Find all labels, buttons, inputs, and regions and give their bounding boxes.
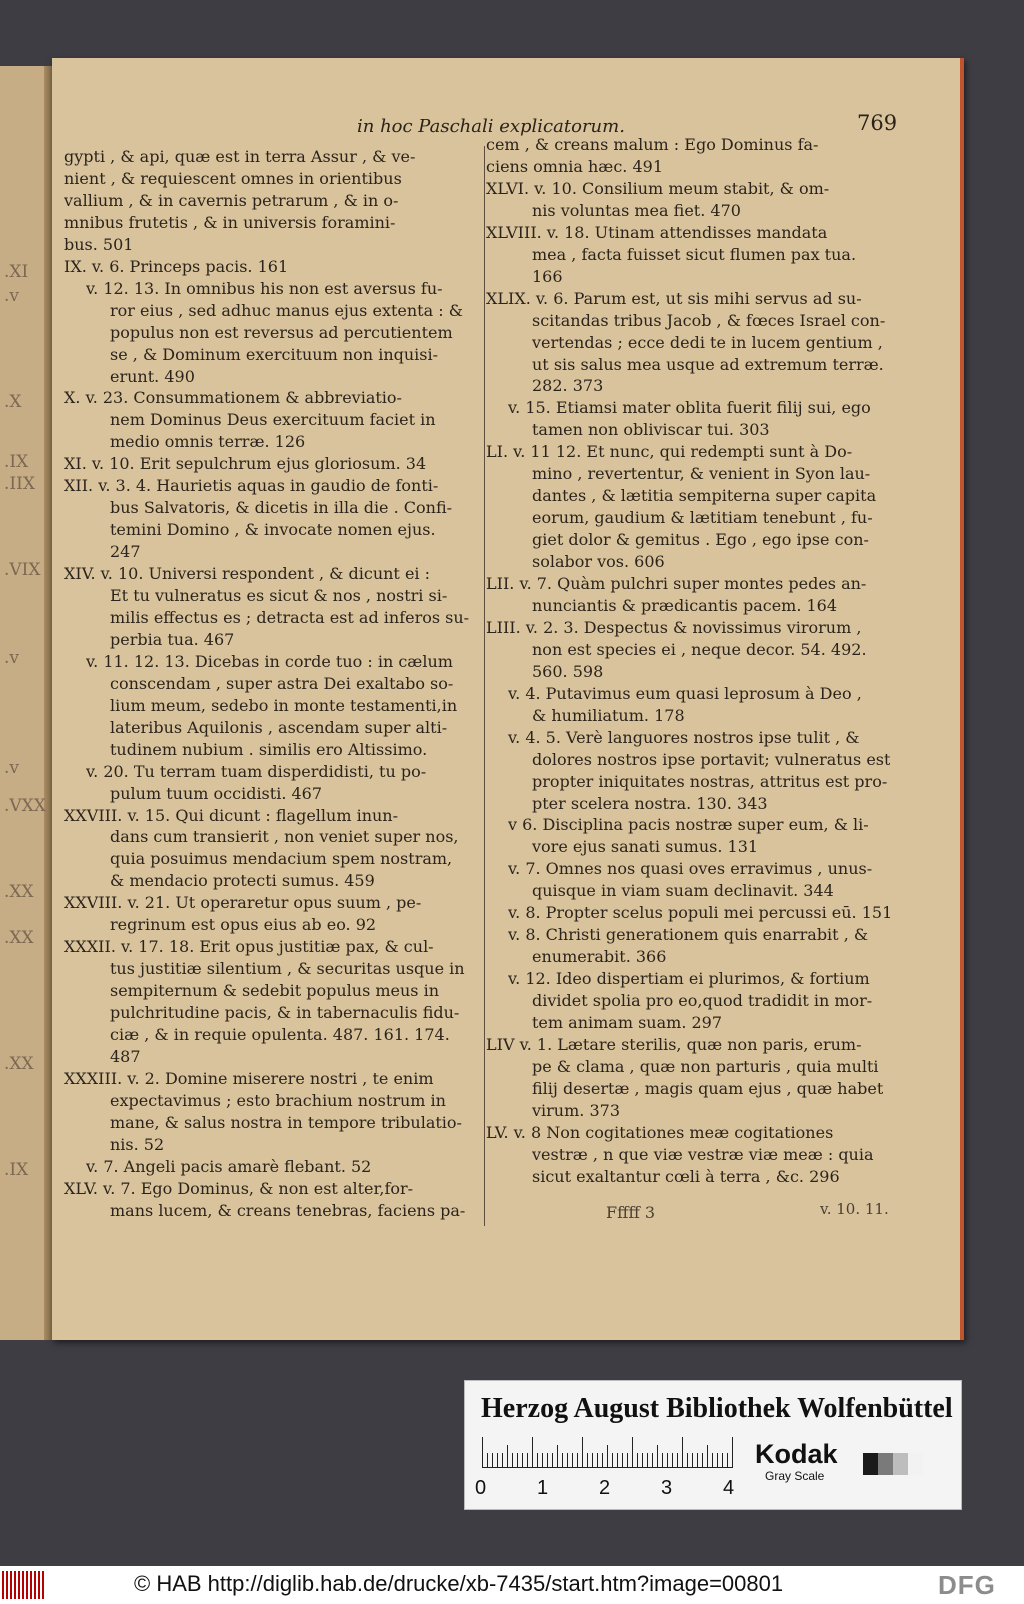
ruler-tick: [547, 1453, 548, 1467]
ruler-tick: [492, 1453, 493, 1467]
text-line: mane, & salus nostra in tempore tribulatio-: [110, 1112, 462, 1132]
text-line: tudinem nubium . similis ero Altissimo.: [110, 739, 428, 759]
ruler-tick: [677, 1453, 678, 1467]
text-line: XII. v. 3. 4. Haurietis aquas in gaudio de fonti-: [64, 476, 439, 496]
text-line: LIII. v. 2. 3. Despectus & novissimus virorum ,: [486, 617, 862, 637]
ruler-tick: [552, 1453, 553, 1467]
text-line: v. 12. 13. In omnibus his non est aversus fu-: [86, 278, 443, 298]
ruler-tick: [607, 1445, 608, 1467]
ruler-tick: [557, 1445, 558, 1467]
margin-mark: .XI: [4, 262, 29, 282]
margin-mark: .X: [4, 392, 22, 412]
text-line: 487: [110, 1046, 141, 1066]
text-line: XIV. v. 10. Universi respondent , & dicunt ei :: [64, 564, 431, 584]
dfg-logo: DFG: [938, 1570, 996, 1600]
text-line: ciens omnia hæc. 491: [486, 156, 664, 176]
text-line: milis effectus es ; detracta est ad inferos su-: [110, 607, 470, 627]
text-line: v. 20. Tu terram tuam disperdidisti, tu po-: [86, 761, 427, 781]
text-line: ciæ , & in requie opulenta. 487. 161. 174.: [110, 1025, 450, 1044]
signature-mark: Fffff 3: [606, 1203, 656, 1222]
text-line: XXVIII. v. 15. Qui dicunt : flagellum inun-: [64, 805, 399, 825]
text-line: dantes , & lætitia sempiterna super capita: [532, 486, 877, 506]
text-line: virum. 373: [532, 1100, 620, 1120]
margin-mark: .IX: [4, 1160, 29, 1180]
ruler-tick: [587, 1453, 588, 1467]
text-line: v. 15. Etiamsi mater oblita fuerit filij sui, ego: [508, 398, 871, 418]
margin-mark: .v: [4, 286, 20, 306]
text-line: LII. v. 7. Quàm pulchri super montes pedes an-: [486, 574, 867, 593]
text-line: v. 4. Putavimus eum quasi leprosum à Deo ,: [508, 683, 862, 703]
text-line: cem , & creans malum : Ego Dominus fa-: [486, 135, 819, 154]
hab-logo-icon: [2, 1571, 46, 1599]
ruler-tick: [612, 1453, 613, 1467]
ruler-tick: [622, 1453, 623, 1467]
ruler-tick: [602, 1453, 603, 1467]
text-line: temini Domino , & invocate nomen ejus.: [110, 520, 436, 540]
kodak-logo: Kodak: [755, 1439, 838, 1469]
ruler-tick: [712, 1453, 713, 1467]
text-line: quisque in viam suam declinavit. 344: [532, 881, 834, 901]
text-line: XI. v. 10. Erit sepulchrum ejus gloriosum. 34: [64, 454, 427, 474]
ruler-tick: [652, 1453, 653, 1467]
footer-bar: [0, 1566, 1024, 1604]
text-line: v. 4. 5. Verè languores nostros ipse tulit , &: [508, 727, 860, 747]
ruler-tick: [537, 1453, 538, 1467]
text-line: & humiliatum. 178: [532, 705, 685, 725]
text-line: enumerabit. 366: [532, 947, 667, 967]
text-line: vallium , & in cavernis petrarum , & in o-: [64, 190, 399, 210]
text-line: vore ejus sanati sumus. 131: [532, 837, 759, 857]
ruler-tick: [682, 1437, 683, 1467]
text-line: X. v. 23. Consummationem & abbreviatio-: [64, 388, 402, 408]
text-line: 282. 373: [532, 376, 604, 396]
text-line: quia posuimus mendacium spem nostram,: [110, 849, 453, 869]
ruler-tick: [502, 1453, 503, 1467]
ruler-tick: [577, 1453, 578, 1467]
margin-mark: .v: [4, 758, 20, 778]
ruler-tick: [517, 1453, 518, 1467]
margin-mark: .XX: [4, 928, 34, 948]
text-line: v. 7. Omnes nos quasi oves erravimus , unus-: [508, 859, 873, 879]
ruler-tick: [667, 1453, 668, 1467]
ruler-tick: [642, 1453, 643, 1467]
ruler-number: 3: [661, 1477, 673, 1499]
gray-swatch: [908, 1453, 923, 1475]
text-line: pulum tuum occidisti. 467: [110, 783, 323, 803]
margin-mark: .VIX: [4, 560, 41, 580]
ruler-tick: [702, 1453, 703, 1467]
ruler-tick: [567, 1453, 568, 1467]
text-line: bus. 501: [64, 234, 134, 254]
ruler-number: 1: [537, 1477, 549, 1499]
ruler-tick: [672, 1453, 673, 1467]
text-line: conscendam , super astra Dei exaltabo so-: [110, 673, 454, 693]
text-line: lium meum, sedebo in monte testamenti,in: [110, 695, 458, 715]
text-line: v. 12. Ideo dispertiam ei plurimos, & fortium: [508, 969, 870, 989]
text-line: dans cum transierit , non veniet super nos,: [110, 827, 459, 847]
ruler-tick: [507, 1445, 508, 1467]
ruler-tick: [482, 1437, 483, 1467]
gray-swatch: [893, 1453, 908, 1475]
margin-mark: .IIX: [4, 474, 35, 494]
text-line: ut sis salus mea usque ad extremum terræ.: [532, 354, 884, 374]
text-line: sicut exaltantur cœli à terra , &c. 296: [532, 1166, 840, 1186]
text-line: lateribus Aquilonis , ascendam super alti-: [110, 717, 448, 737]
text-line: gypti , & api, quæ est in terra Assur , & ve-: [64, 147, 416, 166]
text-line: LI. v. 11 12. Et nunc, qui redempti sunt à Do-: [486, 442, 853, 462]
text-line: XLVI. v. 10. Consilium meum stabit, & om-: [486, 178, 830, 198]
text-line: medio omnis terræ. 126: [110, 432, 306, 452]
ruler-tick: [592, 1453, 593, 1467]
ruler-tick: [542, 1453, 543, 1467]
gray-swatch: [878, 1453, 893, 1475]
ruler-tick: [662, 1453, 663, 1467]
text-line: mnibus frutetis , & in universis foramini-: [64, 212, 396, 232]
column-divider: [484, 146, 485, 1226]
text-line: XLIX. v. 6. Parum est, ut sis mihi servus ad su-: [486, 288, 862, 308]
ruler-tick: [487, 1453, 488, 1467]
text-line: v. 8. Christi generationem quis enarrabit , &: [508, 925, 869, 945]
text-line: XLV. v. 7. Ego Dominus, & non est alter,for-: [64, 1178, 414, 1198]
text-line: dividet spolia pro eo,quod tradidit in mor-: [532, 991, 873, 1011]
text-line: XLVIII. v. 18. Utinam attendisses mandata: [486, 222, 828, 242]
ruler-scale: [482, 1437, 733, 1468]
text-line: 560. 598: [532, 661, 604, 681]
text-line: expectavimus ; esto brachium nostrum in: [110, 1090, 446, 1110]
text-line: Et tu vulneratus es sicut & nos , nostri si-: [110, 586, 448, 605]
text-line: solabor vos. 606: [532, 552, 665, 572]
text-line: v. 11. 12. 13. Dicebas in corde tuo : in cælum: [86, 651, 453, 671]
gray-swatches: [863, 1453, 923, 1475]
ruler-tick: [582, 1437, 583, 1467]
margin-mark: .v: [4, 648, 20, 668]
ruler-tick: [627, 1453, 628, 1467]
text-line: eorum, gaudium & lætitiam tenebunt , fu-: [532, 508, 873, 528]
ruler-tick: [687, 1453, 688, 1467]
text-line: vertendas ; ecce dedi te in lucem gentium ,: [532, 332, 883, 352]
text-line: XXXIII. v. 2. Domine miserere nostri , te enim: [64, 1068, 434, 1088]
text-line: bus Salvatoris, & dicetis in illa die . Confi-: [110, 498, 453, 518]
text-line: filij desertæ , magis quam ejus , quæ habet: [532, 1078, 884, 1098]
ruler-tick: [707, 1445, 708, 1467]
text-line: se , & Dominum exercituum non inquisi-: [110, 344, 439, 364]
text-line: erunt. 490: [110, 366, 195, 386]
ruler-number: 0: [475, 1477, 487, 1499]
margin-mark: .XX: [4, 882, 34, 902]
text-line: v 6. Disciplina pacis nostræ super eum, & li-: [508, 815, 869, 835]
institution-name: Herzog August Bibliothek Wolfenbüttel: [481, 1393, 953, 1424]
text-line: nem Dominus Deus exercituum faciet in: [110, 410, 436, 430]
text-line: XXVIII. v. 21. Ut operaretur opus suum , pe-: [64, 893, 422, 913]
ruler-tick: [657, 1445, 658, 1467]
text-line: mea , facta fuisset sicut flumen pax tua.: [532, 244, 857, 264]
text-line: scitandas tribus Jacob , & fœces Israel con-: [532, 310, 886, 330]
text-line: & mendacio protecti sumus. 459: [110, 871, 375, 891]
text-line: giet dolor & gemitus . Ego , ego ipse con-: [532, 530, 869, 550]
text-line: perbia tua. 467: [110, 629, 235, 649]
ruler-tick: [597, 1453, 598, 1467]
text-line: nunciantis & prædicantis pacem. 164: [532, 595, 838, 615]
text-line: sempiternum & sedebit populus meus in: [110, 981, 440, 1001]
margin-mark: .XX: [4, 1054, 34, 1074]
text-line: 247: [110, 542, 141, 562]
page-number: 769: [857, 111, 898, 135]
ruler-tick: [512, 1453, 513, 1467]
margin-mark: .VXX: [4, 796, 46, 816]
text-line: tamen non obliviscar tui. 303: [532, 420, 770, 440]
text-line: IX. v. 6. Princeps pacis. 161: [64, 256, 289, 276]
text-line: populus non est reversus ad percutientem: [110, 322, 453, 342]
text-line: LV. v. 8 Non cogitationes meæ cogitationes: [486, 1122, 834, 1142]
running-head: in hoc Paschali explicatorum.: [357, 116, 625, 137]
text-line: pter scelera nostra. 130. 343: [532, 793, 768, 813]
text-line: v. 8. Propter scelus populi mei percussi eū. 151: [508, 903, 893, 923]
gray-swatch: [863, 1453, 878, 1475]
ruler-number: 4: [723, 1477, 735, 1499]
text-line: pe & clama , quæ non parturis , quia multi: [532, 1056, 879, 1076]
text-line: 166: [532, 266, 563, 286]
ruler-number: 2: [599, 1477, 611, 1499]
text-line: ror eius , sed adhuc manus ejus extenta : &: [110, 300, 463, 320]
text-line: XXXII. v. 17. 18. Erit opus justitiæ pax, & cul-: [64, 937, 434, 957]
footer-url[interactable]: © HAB http://diglib.hab.de/drucke/xb-7435/start.htm?image=00801: [134, 1571, 784, 1596]
ruler-tick: [692, 1453, 693, 1467]
text-line: v. 7. Angeli pacis amarè flebant. 52: [86, 1156, 372, 1176]
text-line: pulchritudine pacis, & in tabernaculis fidu-: [110, 1003, 460, 1023]
text-line: LIV v. 1. Lætare sterilis, quæ non paris, erum-: [486, 1034, 862, 1054]
catchword: v. 10. 11.: [820, 1200, 889, 1218]
ruler-tick: [717, 1453, 718, 1467]
ruler-tick: [527, 1453, 528, 1467]
text-line: nis voluntas mea fiet. 470: [532, 200, 741, 220]
gray-scale-label: Gray Scale: [765, 1469, 825, 1483]
ruler-tick: [572, 1453, 573, 1467]
ruler-tick: [617, 1453, 618, 1467]
text-line: tus justitiæ silentium , & securitas usque in: [110, 959, 465, 979]
ruler-tick: [637, 1453, 638, 1467]
text-line: mans lucem, & creans tenebras, faciens pa-: [110, 1200, 466, 1220]
text-line: dolores nostros ipse portavit; vulneratus est: [532, 749, 891, 769]
ruler-tick: [727, 1453, 728, 1467]
margin-mark: .IX: [4, 452, 29, 472]
text-line: vestræ , n que viæ vestræ viæ meæ : quia: [532, 1144, 874, 1164]
ruler-tick: [722, 1453, 723, 1467]
text-line: mino , revertentur, & venient in Syon lau-: [532, 464, 871, 484]
text-line: non est species ei , neque decor. 54. 492.: [532, 639, 867, 659]
ruler-tick: [522, 1453, 523, 1467]
text-line: nis. 52: [110, 1134, 165, 1154]
ruler-tick: [497, 1453, 498, 1467]
ruler-tick: [532, 1437, 533, 1467]
text-line: propter iniquitates nostras, attritus est pro-: [532, 771, 888, 791]
text-line: regrinum est opus eius ab eo. 92: [110, 915, 377, 935]
ruler-tick: [562, 1453, 563, 1467]
ruler-tick: [697, 1453, 698, 1467]
text-line: tem animam suam. 297: [532, 1013, 723, 1032]
color-calibration-card: [464, 1380, 962, 1510]
ruler-tick: [632, 1437, 633, 1467]
ruler-tick: [732, 1437, 733, 1467]
ruler-tick: [647, 1453, 648, 1467]
text-line: nient , & requiescent omnes in orientibus: [64, 168, 402, 188]
